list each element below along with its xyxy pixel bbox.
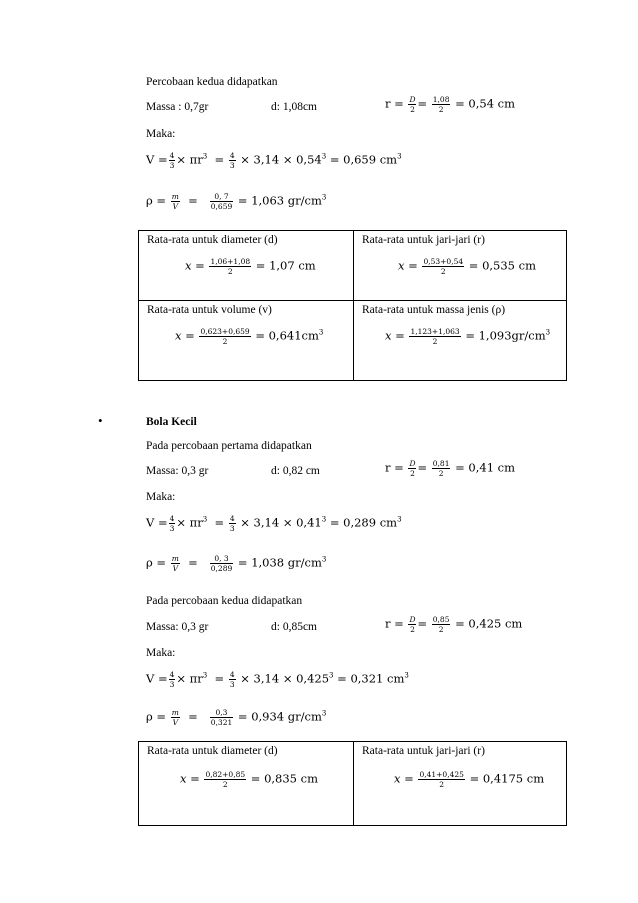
sec2-density1-formula bbox=[146, 554, 326, 573]
table2-cell-radius bbox=[354, 742, 567, 826]
table1-c1-frac bbox=[209, 257, 251, 276]
table2-c1-res: = 0,835 cm bbox=[250, 771, 318, 786]
sec2-rho2-prefix: ρ = bbox=[146, 709, 167, 724]
sec2-r1-den2: 2 bbox=[438, 469, 444, 478]
sec2-rho2-num: m bbox=[171, 708, 179, 717]
sec2-v1-den: 3 bbox=[169, 524, 175, 533]
sec2-r1-result: = 0,41 cm bbox=[455, 460, 516, 475]
sec2-r1-frac2 bbox=[432, 459, 451, 478]
sec2-rho1-eq: = bbox=[188, 555, 202, 570]
table2-c2-den: 2 bbox=[439, 780, 445, 789]
table1-c1-head: Rata-rata untuk diameter (d) bbox=[147, 234, 278, 246]
sec2-rho2-unit-exp: 3 bbox=[321, 709, 327, 718]
sec2-r1-prefix: r = bbox=[385, 460, 404, 475]
sec1-r-frac2 bbox=[432, 95, 451, 114]
table1-c2-res: = 0,535 cm bbox=[468, 258, 536, 273]
table1-c2-frac bbox=[422, 257, 464, 276]
sec1-v-prefix: V = bbox=[146, 152, 168, 167]
sec2-radius1-formula: r = $\frac{D}{2}$ = $\frac{0,81}{2}$ = 0,41 cm bbox=[385, 459, 516, 478]
sec2-v1-tail: × 3,14 × 0,41 bbox=[240, 515, 322, 530]
sec1-density-formula bbox=[146, 192, 326, 211]
sec1-r-num2: 1,08 bbox=[432, 95, 450, 104]
sec2-rho1-prefix: ρ = bbox=[146, 555, 167, 570]
sec2-v2-unit-exp: 3 bbox=[404, 671, 409, 680]
sec1-v-num2: 4 bbox=[229, 151, 235, 160]
table1-cell-density bbox=[354, 301, 567, 381]
sec1-v-mid: = bbox=[214, 152, 228, 167]
table1-c1-x: x = bbox=[185, 258, 205, 273]
sec2-rho2-den2: 0,321 bbox=[210, 718, 233, 727]
sec2-v1-num: 4 bbox=[169, 514, 175, 523]
sec1-v-pi: × πr bbox=[176, 152, 203, 167]
sec2-v1-frac2 bbox=[229, 514, 236, 533]
sec2-v2-exp: 3 bbox=[202, 671, 208, 680]
sec2-v1-unit-exp: 3 bbox=[397, 515, 402, 524]
sec2-r2-den: 2 bbox=[410, 625, 415, 634]
sec1-r-den: 2 bbox=[410, 105, 415, 114]
sec2-v1-frac bbox=[169, 514, 176, 533]
sec2-v2-num: 4 bbox=[169, 670, 175, 679]
sec1-v-den: 3 bbox=[169, 161, 175, 170]
sec2-v2-den: 3 bbox=[169, 680, 175, 689]
table2-c1-frac bbox=[204, 770, 246, 789]
table1-c2-num: 0,53+0,54 bbox=[423, 257, 464, 266]
table1-c4-num: 1,123+1,063 bbox=[410, 327, 460, 336]
sec2-maka2: Maka: bbox=[146, 647, 176, 659]
sec2-massa1: Massa: 0,3 gr bbox=[146, 465, 209, 477]
sec2-v2-pi: × πr bbox=[176, 671, 203, 686]
sec2-v1-exp: 3 bbox=[202, 515, 208, 524]
sec2-v1-pi: × πr bbox=[176, 515, 203, 530]
sec1-v-exp: 3 bbox=[202, 152, 208, 161]
table1-c1-formula bbox=[185, 257, 316, 276]
table1-c2-x: x = bbox=[398, 258, 418, 273]
sec2-rho2-den: V bbox=[172, 718, 178, 727]
sec2-v1-den2: 3 bbox=[229, 524, 235, 533]
table1-c4-res: = 1,093gr/cm bbox=[465, 328, 546, 343]
table1-c2-den: 2 bbox=[440, 267, 446, 276]
sec1-v-frac2 bbox=[229, 151, 236, 170]
table1-c4-head: Rata-rata untuk massa jenis (ρ) bbox=[362, 304, 506, 316]
sec1-rho-num2: 0, 7 bbox=[210, 192, 233, 202]
sec1-massa: Massa : 0,7gr bbox=[146, 101, 209, 113]
table1-c3-den: 2 bbox=[222, 337, 228, 346]
sec2-v2-tail-exp: 3 bbox=[329, 671, 334, 680]
table1-averages bbox=[138, 230, 567, 381]
sec2-v1-num2: 4 bbox=[229, 514, 235, 523]
table1-c3-frac bbox=[199, 327, 250, 346]
sec2-r2-frac bbox=[408, 615, 416, 634]
table1-cell-volume bbox=[139, 301, 354, 381]
sec2-rho1-num2: 0, 3 bbox=[210, 554, 233, 564]
table1-c1-res: = 1,07 cm bbox=[255, 258, 316, 273]
sec2-maka1: Maka: bbox=[146, 491, 176, 503]
sec1-rho-result: = 1,063 gr/cm bbox=[237, 193, 322, 208]
sec1-rho-eq: = bbox=[188, 193, 202, 208]
table2-c1-num: 0,82+0,85 bbox=[205, 770, 246, 779]
sec1-r-result: = 0,54 cm bbox=[455, 96, 516, 111]
sec2-r2-den2: 2 bbox=[438, 625, 444, 634]
table1-c3-exp: 3 bbox=[318, 328, 324, 337]
sec1-v-unit-exp: 3 bbox=[397, 152, 402, 161]
sec2-rho2-frac2 bbox=[210, 708, 233, 727]
sec2-v2-prefix: V = bbox=[146, 671, 168, 686]
sec2-rho1-unit-exp: 3 bbox=[321, 555, 327, 564]
sec1-rho-frac2 bbox=[210, 192, 233, 211]
table1-cell-diameter bbox=[139, 231, 354, 301]
table2-c1-x: x = bbox=[180, 771, 200, 786]
sec1-v-tail: × 3,14 × 0,54 bbox=[240, 152, 322, 167]
table2-c2-res: = 0,4175 cm bbox=[469, 771, 545, 786]
sec2-rho2-num2: 0,3 bbox=[210, 708, 233, 718]
table2-c2-frac bbox=[418, 770, 464, 789]
sec2-v2-tail: × 3,14 × 0,425 bbox=[240, 671, 330, 686]
table1-c4-formula bbox=[385, 327, 550, 346]
sec1-intro: Percobaan kedua didapatkan bbox=[146, 76, 278, 88]
sec2-r1-num2: 0,81 bbox=[432, 459, 450, 468]
sec2-rho1-den: V bbox=[172, 564, 178, 573]
sec2-v1-mid: = bbox=[214, 515, 228, 530]
sec2-v2-mid: = bbox=[214, 671, 228, 686]
sec2-v2-result: = 0,321 cm bbox=[333, 671, 405, 686]
sec1-rho-den2: 0,659 bbox=[210, 202, 233, 211]
table2-c2-formula bbox=[394, 770, 544, 789]
sec1-r-num: D bbox=[409, 95, 416, 104]
sec1-radius-formula: r = $\frac{D}{2}$ = $\frac{1,08}{2}$ = 0,54 cm bbox=[385, 95, 516, 114]
sec1-v-den2: 3 bbox=[229, 161, 235, 170]
sec2-diameter1: d: 0,82 cm bbox=[271, 465, 320, 477]
table1-c4-den: 2 bbox=[432, 337, 438, 346]
sec2-volume1-formula bbox=[146, 514, 402, 533]
sec2-volume2-formula bbox=[146, 670, 409, 689]
sec1-r-den2: 2 bbox=[438, 105, 444, 114]
table2-c1-head: Rata-rata untuk diameter (d) bbox=[147, 745, 278, 757]
sec2-v1-tail-exp: 3 bbox=[321, 515, 327, 524]
table2-cell-diameter bbox=[139, 742, 354, 826]
sec1-volume-formula bbox=[146, 151, 402, 170]
table1-c4-x: x = bbox=[385, 328, 405, 343]
section-title: Bola Kecil bbox=[146, 416, 197, 428]
table2-c1-den: 2 bbox=[222, 780, 228, 789]
sec1-rho-unit-exp: 3 bbox=[321, 193, 327, 202]
table2-c2-head: Rata-rata untuk jari-jari (r) bbox=[362, 745, 485, 757]
sec1-rho-den: V bbox=[172, 202, 178, 211]
sec1-r-prefix: r = bbox=[385, 96, 404, 111]
sec2-v2-den2: 3 bbox=[229, 680, 235, 689]
sec2-radius2-formula: r = $\frac{D}{2}$ = $\frac{0,85}{2}$ = 0,425 cm bbox=[385, 615, 523, 634]
sec2-r2-frac2 bbox=[432, 615, 451, 634]
sec2-intro2: Pada percobaan kedua didapatkan bbox=[146, 595, 303, 607]
sec2-r2-result: = 0,425 cm bbox=[455, 616, 523, 631]
sec2-v2-frac bbox=[169, 670, 176, 689]
sec2-r1-frac bbox=[408, 459, 416, 478]
table2-c1-formula bbox=[180, 770, 318, 789]
sec2-v1-prefix: V = bbox=[146, 515, 168, 530]
sec1-v-tail-exp: 3 bbox=[321, 152, 327, 161]
sec2-r2-prefix: r = bbox=[385, 616, 404, 631]
sec2-density2-formula bbox=[146, 708, 326, 727]
table1-c3-x: x = bbox=[175, 328, 195, 343]
sec1-v-frac bbox=[169, 151, 176, 170]
table1-c3-res: = 0,641cm bbox=[255, 328, 319, 343]
sec1-r-frac bbox=[408, 95, 416, 114]
table1-c4-frac bbox=[409, 327, 460, 346]
sec2-rho1-frac2 bbox=[210, 554, 233, 573]
sec1-rho-prefix: ρ = bbox=[146, 193, 167, 208]
sec2-rho1-num: m bbox=[171, 554, 179, 563]
sec1-v-num: 4 bbox=[169, 151, 175, 160]
sec2-rho2-result: = 0,934 gr/cm bbox=[237, 709, 322, 724]
table2-averages bbox=[138, 741, 567, 826]
table1-c2-head: Rata-rata untuk jari-jari (r) bbox=[362, 234, 485, 246]
sec1-diameter: d: 1,08cm bbox=[271, 101, 317, 113]
sec2-v1-result: = 0,289 cm bbox=[326, 515, 398, 530]
sec1-rho-num: m bbox=[171, 192, 179, 201]
sec2-rho2-frac bbox=[171, 708, 180, 727]
sec2-v2-frac2 bbox=[229, 670, 236, 689]
table2-c2-num: 0,41+0,425 bbox=[419, 770, 464, 779]
table1-c1-num: 1,06+1,08 bbox=[210, 257, 251, 266]
table1-c3-num: 0,623+0,659 bbox=[200, 327, 250, 336]
sec1-maka: Maka: bbox=[146, 128, 176, 140]
sec2-massa2: Massa: 0,3 gr bbox=[146, 621, 209, 633]
sec2-intro1: Pada percobaan pertama didapatkan bbox=[146, 440, 312, 452]
bullet-icon: • bbox=[98, 413, 103, 428]
table2-c2-x: x = bbox=[394, 771, 414, 786]
sec1-v-result: = 0,659 cm bbox=[326, 152, 398, 167]
sec1-rho-frac bbox=[171, 192, 180, 211]
sec2-rho1-result: = 1,038 gr/cm bbox=[237, 555, 322, 570]
table1-c4-exp: 3 bbox=[545, 328, 551, 337]
table1-c2-formula bbox=[398, 257, 536, 276]
sec2-r2-num2: 0,85 bbox=[432, 615, 450, 624]
sec2-rho2-eq: = bbox=[188, 709, 202, 724]
sec2-v2-num2: 4 bbox=[229, 670, 235, 679]
table1-c1-den: 2 bbox=[227, 267, 233, 276]
sec2-diameter2: d: 0,85cm bbox=[271, 621, 317, 633]
table1-c3-formula bbox=[175, 327, 323, 346]
table1-cell-radius bbox=[354, 231, 567, 301]
sec2-rho1-frac bbox=[171, 554, 180, 573]
sec2-r2-num: D bbox=[409, 615, 416, 624]
table1-c3-head: Rata-rata untuk volume (v) bbox=[147, 304, 272, 316]
sec2-r1-num: D bbox=[409, 459, 416, 468]
sec2-rho1-den2: 0,289 bbox=[210, 564, 233, 573]
sec2-r1-den: 2 bbox=[410, 469, 415, 478]
